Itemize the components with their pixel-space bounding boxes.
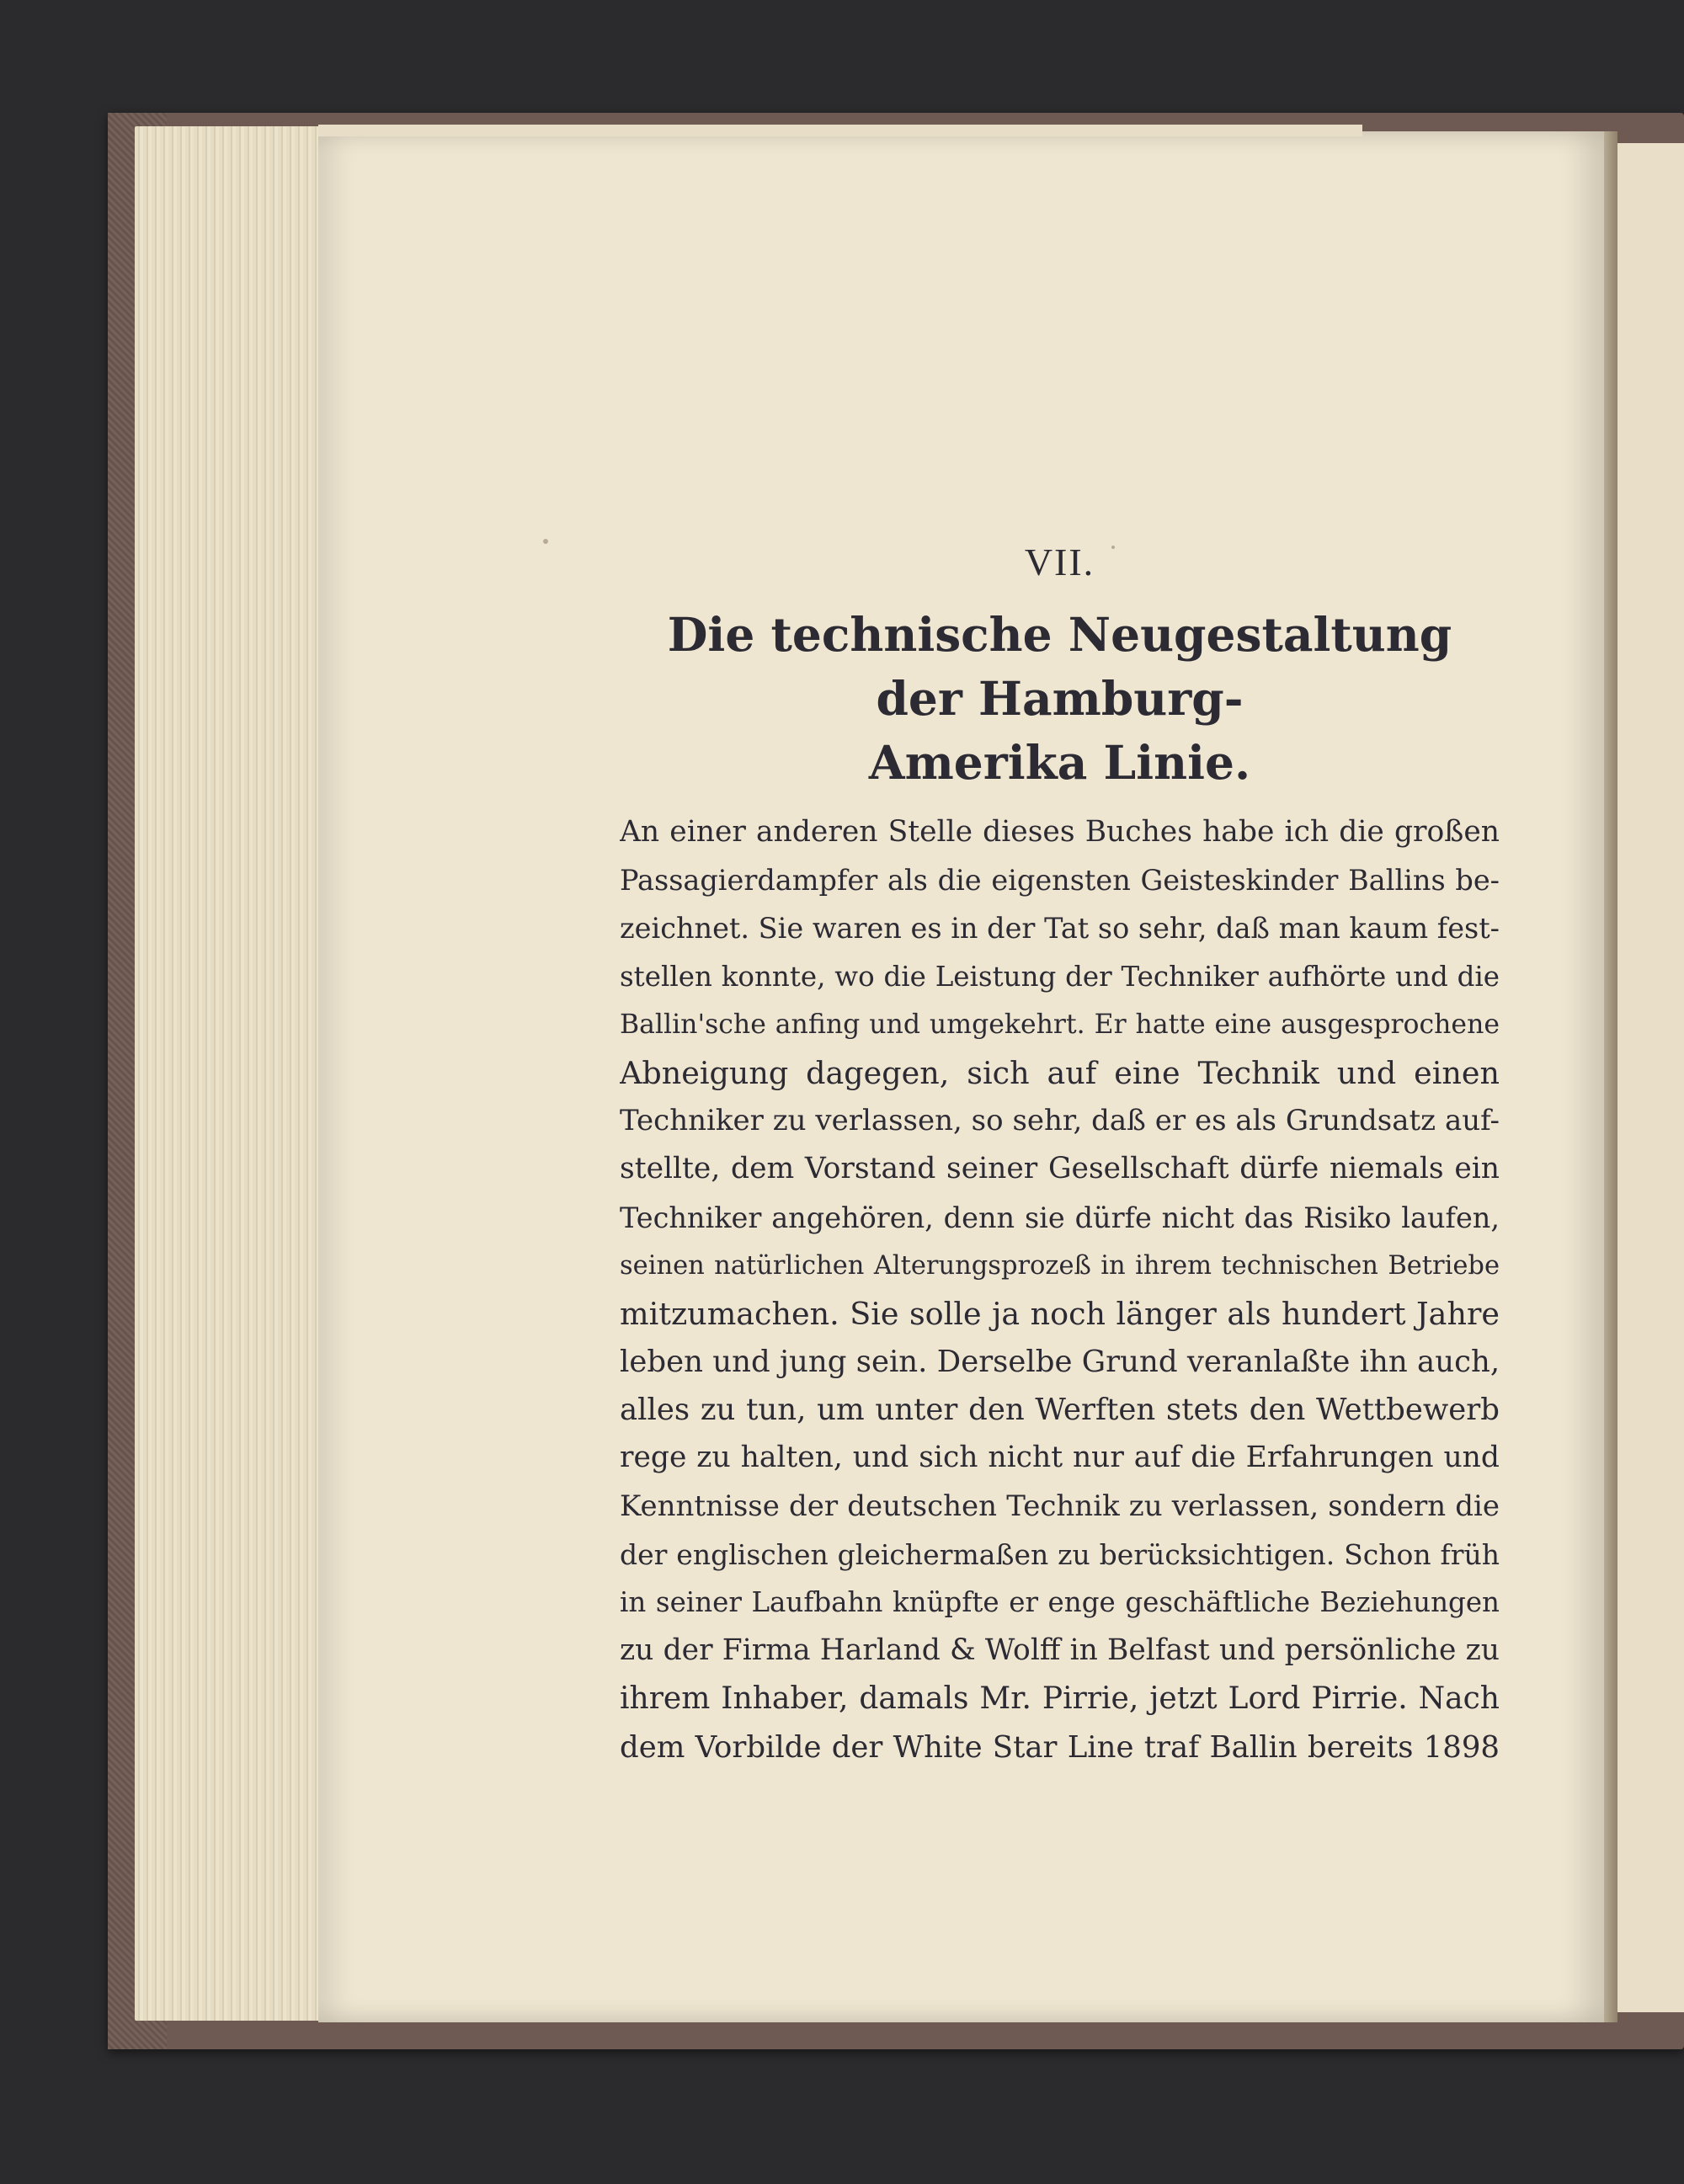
text-line: rege zu halten, und sich nicht nur auf die Erfahrungen und [620,1441,1500,1475]
book-gutter [1604,131,1617,2022]
chapter-number: VII. [1024,541,1095,583]
chapter-title-line-1: Die technische Neugestaltung der Hamburg- [667,607,1452,726]
page-top-edge [318,125,1362,136]
text-line: Kenntnisse der deutschen Technik zu verlassen, sondern die [620,1489,1500,1523]
text-line: Passagierdampfer als die eigensten Geisteskinder Ballins be- [620,864,1500,898]
text-line: alles zu tun, um unter den Werften stets den Wettbewerb [620,1393,1500,1428]
text-line: leben und jung sein. Derselbe Grund veranlaßte ihn auch, [620,1345,1500,1380]
text-line: zeichnet. Sie waren es in der Tat so sehr, daß man kaum fest- [620,912,1500,946]
text-line: der englischen gleichermaßen zu berücksichtigen. Schon früh [620,1537,1500,1571]
text-line: Ballin'sche anfing und umgekehrt. Er hatte eine ausgesprochene [620,1009,1500,1040]
chapter-title [620,603,1500,795]
text-line: ihrem Inhaber, damals Mr. Pirrie, jetzt Lord Pirrie. Nach [620,1681,1500,1717]
text-line: in seiner Laufbahn knüpfte er enge geschäftliche Beziehungen [620,1586,1500,1618]
page-text [620,539,1500,1771]
text-line: mitzumachen. Sie solle ja noch länger als hundert Jahre [620,1295,1500,1332]
text-line: stellen konnte, wo die Leistung der Techniker aufhörte und die [620,960,1500,993]
text-line: seinen natürlichen Alterungsprozeß in ihrem technischen Betriebe [620,1250,1500,1281]
text-line: zu der Firma Harland & Wolff in Belfast und persönliche zu [620,1633,1500,1668]
paper-speck [543,539,548,544]
facing-page-edge [1617,143,1684,2012]
page-edge-stack [135,126,328,2021]
text-line: Abneigung dagegen, sich auf eine Technik und einen [620,1054,1500,1091]
chapter-title-line-2: Amerika Linie. [868,735,1251,790]
text-line: Techniker zu verlassen, so sehr, daß er es als Grundsatz auf- [620,1104,1500,1138]
body-paragraph [620,808,1500,1771]
text-line: An einer anderen Stelle dieses Buches habe ich die großen [620,815,1500,849]
text-line: stellte, dem Vorstand seiner Gesellschaft dürfe niemals ein [620,1152,1500,1186]
text-line: dem Vorbilde der White Star Line traf Ballin bereits 1898 [620,1729,1500,1765]
text-line: Techniker angehören, denn sie dürfe nicht das Risiko laufen, [620,1201,1500,1234]
